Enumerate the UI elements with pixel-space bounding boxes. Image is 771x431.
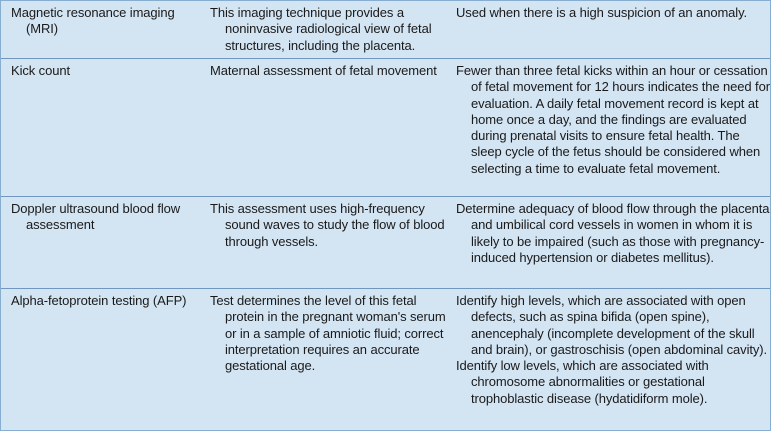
findings-cell — [456, 5, 770, 21]
test-findings: Identify high levels, which are associated with open defects, such as spina bifida (open spine), anencephaly (incomplete development of the skull and brain), or gastroschisis (open abdominal cavity). — [456, 293, 768, 357]
test-description: Test determines the level of this fetal protein in the pregnant woman's serum or in a sample of amniotic fluid; correct interpretation requires an accurate gestational age. — [210, 293, 446, 374]
test-name-cell — [11, 201, 201, 234]
findings-cell — [456, 293, 770, 407]
description-cell — [210, 63, 446, 79]
test-name: Doppler ultrasound blood flow assessment — [11, 201, 181, 233]
description-cell — [210, 293, 446, 374]
test-findings: Fewer than three fetal kicks within an hour or cessation of fetal movement for 12 hours indicates the need for evaluation. A daily fetal movement record is kept at home once a day, and the findings are evaluated during prenatal visits to ensure fetal health. The sleep cycle of the fetus should be considered when selecting a time to evaluate fetal movement. — [456, 63, 770, 176]
findings-cell — [456, 201, 770, 266]
table-row — [1, 196, 770, 289]
test-description: This assessment uses high-frequency sound waves to study the flow of blood through vessels. — [210, 201, 445, 249]
test-name-cell — [11, 63, 201, 79]
description-cell — [210, 5, 446, 54]
description-cell — [210, 201, 446, 250]
test-name: Kick count — [11, 63, 70, 78]
test-findings: Identify low levels, which are associated with chromosome abnormalities or gestational trophoblastic disease (hydatidiform mole). — [456, 358, 709, 406]
test-description: This imaging technique provides a noninvasive radiological view of fetal structures, including the placenta. — [210, 5, 432, 53]
findings-cell — [456, 63, 770, 177]
table-row — [1, 1, 770, 59]
test-name-cell — [11, 293, 201, 309]
test-description: Maternal assessment of fetal movement — [210, 63, 437, 78]
test-name-cell — [11, 5, 201, 38]
test-findings: Determine adequacy of blood flow through the placenta and umbilical cord vessels in women in whom it is likely to be impaired (such as those with pregnancy-induced hypertension or diabetes mellitus). — [456, 201, 770, 265]
table-row — [1, 58, 770, 197]
test-name: Magnetic resonance imaging (MRI) — [11, 5, 175, 37]
table-row — [1, 288, 770, 431]
test-name: Alpha-fetoprotein testing (AFP) — [11, 293, 187, 308]
test-findings: Used when there is a high suspicion of an anomaly. — [456, 5, 748, 20]
